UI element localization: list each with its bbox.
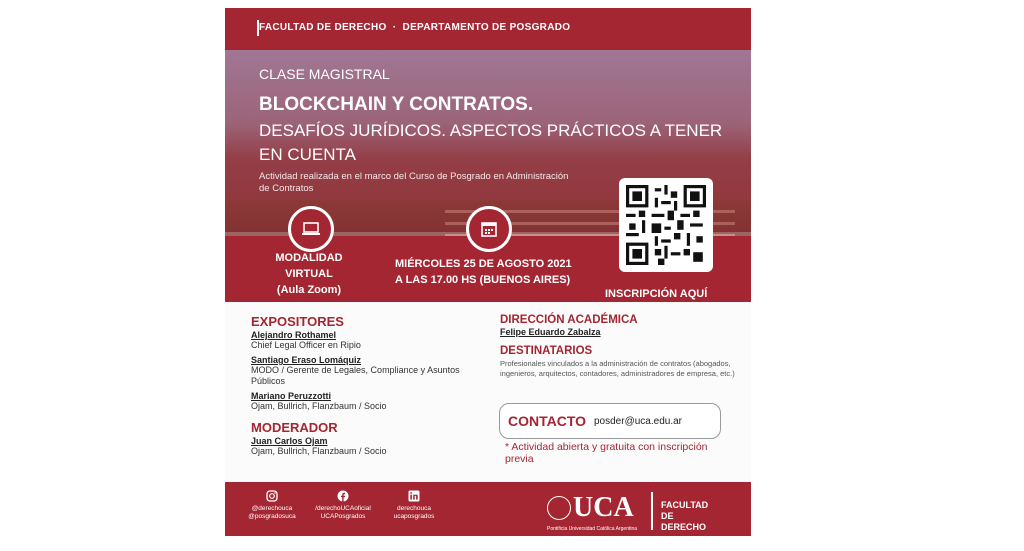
uca-seal-icon	[547, 496, 571, 520]
linkedin-handle: derechouca	[397, 505, 431, 512]
moderator-role: Ojam, Bullrich, Flanzbaum / Socio	[251, 446, 387, 456]
linkedin-icon	[408, 490, 420, 502]
speakers-column	[251, 314, 481, 457]
instagram-handle: @posgradosuca	[248, 513, 296, 520]
logo-divider	[651, 492, 653, 530]
facebook-link[interactable]	[308, 490, 378, 521]
contact-box	[499, 403, 721, 439]
faculty-mark-line1: FACULTAD DE	[661, 500, 709, 521]
date-line2: A LAS 17.00 HS (BUENOS AIRES)	[395, 274, 571, 286]
linkedin-handle: ucaposgrados	[393, 513, 435, 520]
laptop-icon	[288, 206, 334, 252]
linkedin-link[interactable]	[379, 490, 449, 521]
modality-line1: MODALIDAD VIRTUAL	[275, 252, 343, 280]
hero-title: BLOCKCHAIN Y CONTRATOS.	[259, 94, 534, 115]
speaker-name: Mariano Peruzzotti	[251, 391, 332, 401]
speaker-name: Alejandro Rothamel	[251, 330, 337, 340]
header-text	[259, 22, 570, 33]
speaker-role: Ojam, Bullrich, Flanzbaum / Socio	[251, 401, 387, 411]
contact-label: CONTACTO	[508, 413, 587, 429]
audience-text: Profesionales vinculados a la administración de contratos (abogados, ingenieros, arquitectos, contadores, administradores de empresa, etc.)	[500, 359, 735, 378]
facebook-icon	[337, 490, 349, 502]
speaker-role: MODO / Gerente de Legales, Compliance y Asuntos Públicos	[251, 365, 460, 386]
modality-text	[259, 250, 359, 298]
calendar-icon	[466, 206, 512, 252]
contact-email[interactable]: posder@uca.edu.ar	[594, 416, 682, 427]
instagram-link[interactable]	[237, 490, 307, 521]
hero-kicker: CLASE MAGISTRAL	[259, 66, 390, 82]
moderator-name: Juan Carlos Ojam	[251, 436, 328, 446]
info-column	[500, 314, 740, 379]
speakers-title: EXPOSITORES	[251, 314, 344, 329]
header-bar	[225, 8, 751, 50]
modality-line2: (Aula Zoom)	[276, 284, 342, 296]
event-flyer	[225, 8, 751, 536]
instagram-handle: @derechouca	[251, 505, 293, 512]
department-label: DEPARTAMENTO DE POSGRADO	[402, 22, 571, 33]
hero-note: Actividad realizada en el marco del Curso de Posgrado en Administración de Contratos	[259, 171, 569, 194]
direction-title: DIRECCIÓN ACADÉMICA	[500, 314, 638, 326]
faculty-label: FACULTAD DE DERECHO	[259, 22, 387, 33]
footnote: * Actividad abierta y gratuita con inscripción previa	[505, 441, 708, 465]
signup-link[interactable]: INSCRIPCIÓN AQUÍ	[605, 288, 708, 300]
hero-subtitle: DESAFÍOS JURÍDICOS. ASPECTOS PRÁCTICOS A TENER EN CUENTA	[259, 121, 723, 164]
moderator-title: MODERADOR	[251, 420, 338, 435]
qr-code-icon[interactable]	[619, 178, 713, 272]
direction-name: Felipe Eduardo Zabalza	[500, 327, 601, 337]
audience-title: DESTINATARIOS	[500, 345, 593, 357]
date-text	[395, 256, 572, 288]
faculty-mark	[661, 500, 708, 533]
speaker-name: Santiago Eraso Lomáquiz	[251, 355, 362, 365]
header-separator: ·	[392, 22, 397, 33]
instagram-icon	[266, 490, 278, 502]
footer-bar	[225, 482, 751, 536]
date-line1: MIÉRCOLES 25 DE AGOSTO 2021	[395, 258, 572, 270]
facebook-handle: /derechoUCAoficial	[315, 505, 371, 512]
facebook-handle: UCAPosgrados	[320, 513, 366, 520]
uca-logo-subtitle: Pontificia Universidad Católica Argentina	[547, 526, 638, 532]
speaker-role: Chief Legal Officer en Ripio	[251, 340, 361, 350]
faculty-mark-line2: DERECHO	[661, 522, 707, 532]
uca-logo-text: UCA	[573, 492, 634, 523]
